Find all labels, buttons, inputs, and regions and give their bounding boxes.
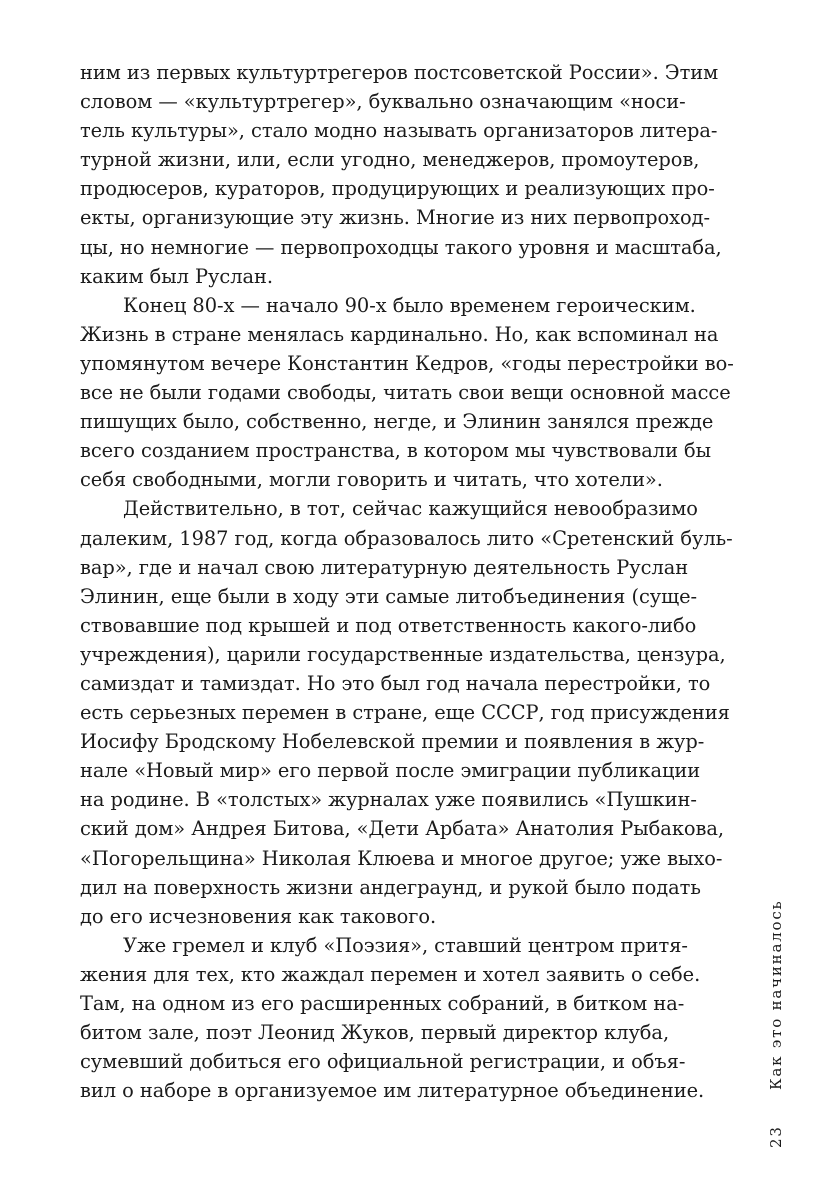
text-line: словом — «культуртрегер», буквально означающим «носи- — [80, 90, 686, 114]
text-line: нале «Новый мир» его первой после эмиграции публикации — [80, 759, 701, 783]
text-line: Жизнь в стране менялась кардинально. Но, как вспоминал на — [80, 322, 719, 346]
text-line: сумевший добиться его официальной регистрации, и объя- — [80, 1050, 686, 1074]
text-line: каким был Руслан. — [80, 264, 273, 288]
body-text — [80, 58, 734, 1105]
text-line: дил на поверхность жизни андеграунд, и рукой было подать — [80, 875, 701, 899]
text-line: цы, но немногие — первопроходцы такого уровня и масштаба, — [80, 235, 722, 259]
paragraph-first-line: Действительно, в тот, сейчас кажущийся невообразимо — [123, 497, 698, 521]
text-line: есть серьезных перемен в стране, еще СССР, год присуждения — [80, 701, 730, 725]
text-line: екты, организующие эту жизнь. Многие из них первопроход- — [80, 206, 711, 230]
text-line: битом зале, поэт Леонид Жуков, первый директор клуба, — [80, 1021, 670, 1045]
page-number-text: 23 — [767, 1125, 785, 1148]
text-line: Там, на одном из его расширенных собраний, в битком на- — [80, 992, 685, 1015]
text-line: далеким, 1987 год, когда образовалось лито «Сретенский буль- — [80, 526, 733, 550]
text-line: Иосифу Бродскому Нобелевской премии и появления в жур- — [80, 730, 705, 754]
text-line: пишущих было, собственно, негде, и Элинин занялся прежде — [80, 410, 714, 434]
text-line: до его исчезновения как такового. — [80, 904, 437, 928]
text-line: все не были годами свободы, читать свои вещи основной массе — [80, 381, 731, 405]
text-line: продюсеров, кураторов, продуцирующих и реализующих про- — [80, 177, 715, 201]
text-line: учреждения), царили государственные издательства, цензура, — [80, 642, 726, 666]
text-line: всего созданием пространства, в котором мы чувствовали бы — [80, 439, 712, 463]
text-line: жения для тех, кто жаждал перемен и хотел заявить о себе. — [80, 962, 701, 986]
text-line: турной жизни, или, если угодно, менеджеров, промоутеров, — [80, 148, 700, 172]
text-line: тель культуры», стало модно называть организаторов литера- — [80, 119, 718, 143]
paragraph-first-line: Уже гремел и клуб «Поэзия», ставший центром притя- — [123, 933, 688, 957]
text-line: самиздат и тамиздат. Но это был год начала перестройки, то — [80, 671, 711, 695]
text-line: ский дом» Андрея Битова, «Дети Арбата» Анатолия Рыбакова, — [80, 817, 725, 841]
text-line: ним из первых культуртрегеров постсоветской России». Этим — [80, 61, 719, 84]
text-line: Элинин, еще были в ходу эти самые литобъединения (суще- — [80, 584, 698, 608]
text-line: упомянутом вечере Константин Кедров, «годы перестройки во- — [80, 351, 734, 375]
text-line: ствовавшие под крышей и под ответственность какого-либо — [80, 613, 697, 637]
text-line: на родине. В «толстых» журналах уже появились «Пушкин- — [80, 788, 697, 812]
text-line: вар», где и начал свою литературную деятельность Руслан — [80, 555, 689, 579]
text-line: себя свободными, могли говорить и читать, что хотели». — [80, 468, 663, 492]
paragraph-first-line: Конец 80-х — начало 90-х было временем героическим. — [123, 293, 696, 317]
text-line: вил о наборе в организуемое им литературное объединение. — [80, 1079, 705, 1103]
running-head-text: Как это начиналось — [767, 899, 785, 1090]
text-line: «Погорельщина» Николая Клюева и многое другое; уже выхо- — [80, 846, 723, 870]
